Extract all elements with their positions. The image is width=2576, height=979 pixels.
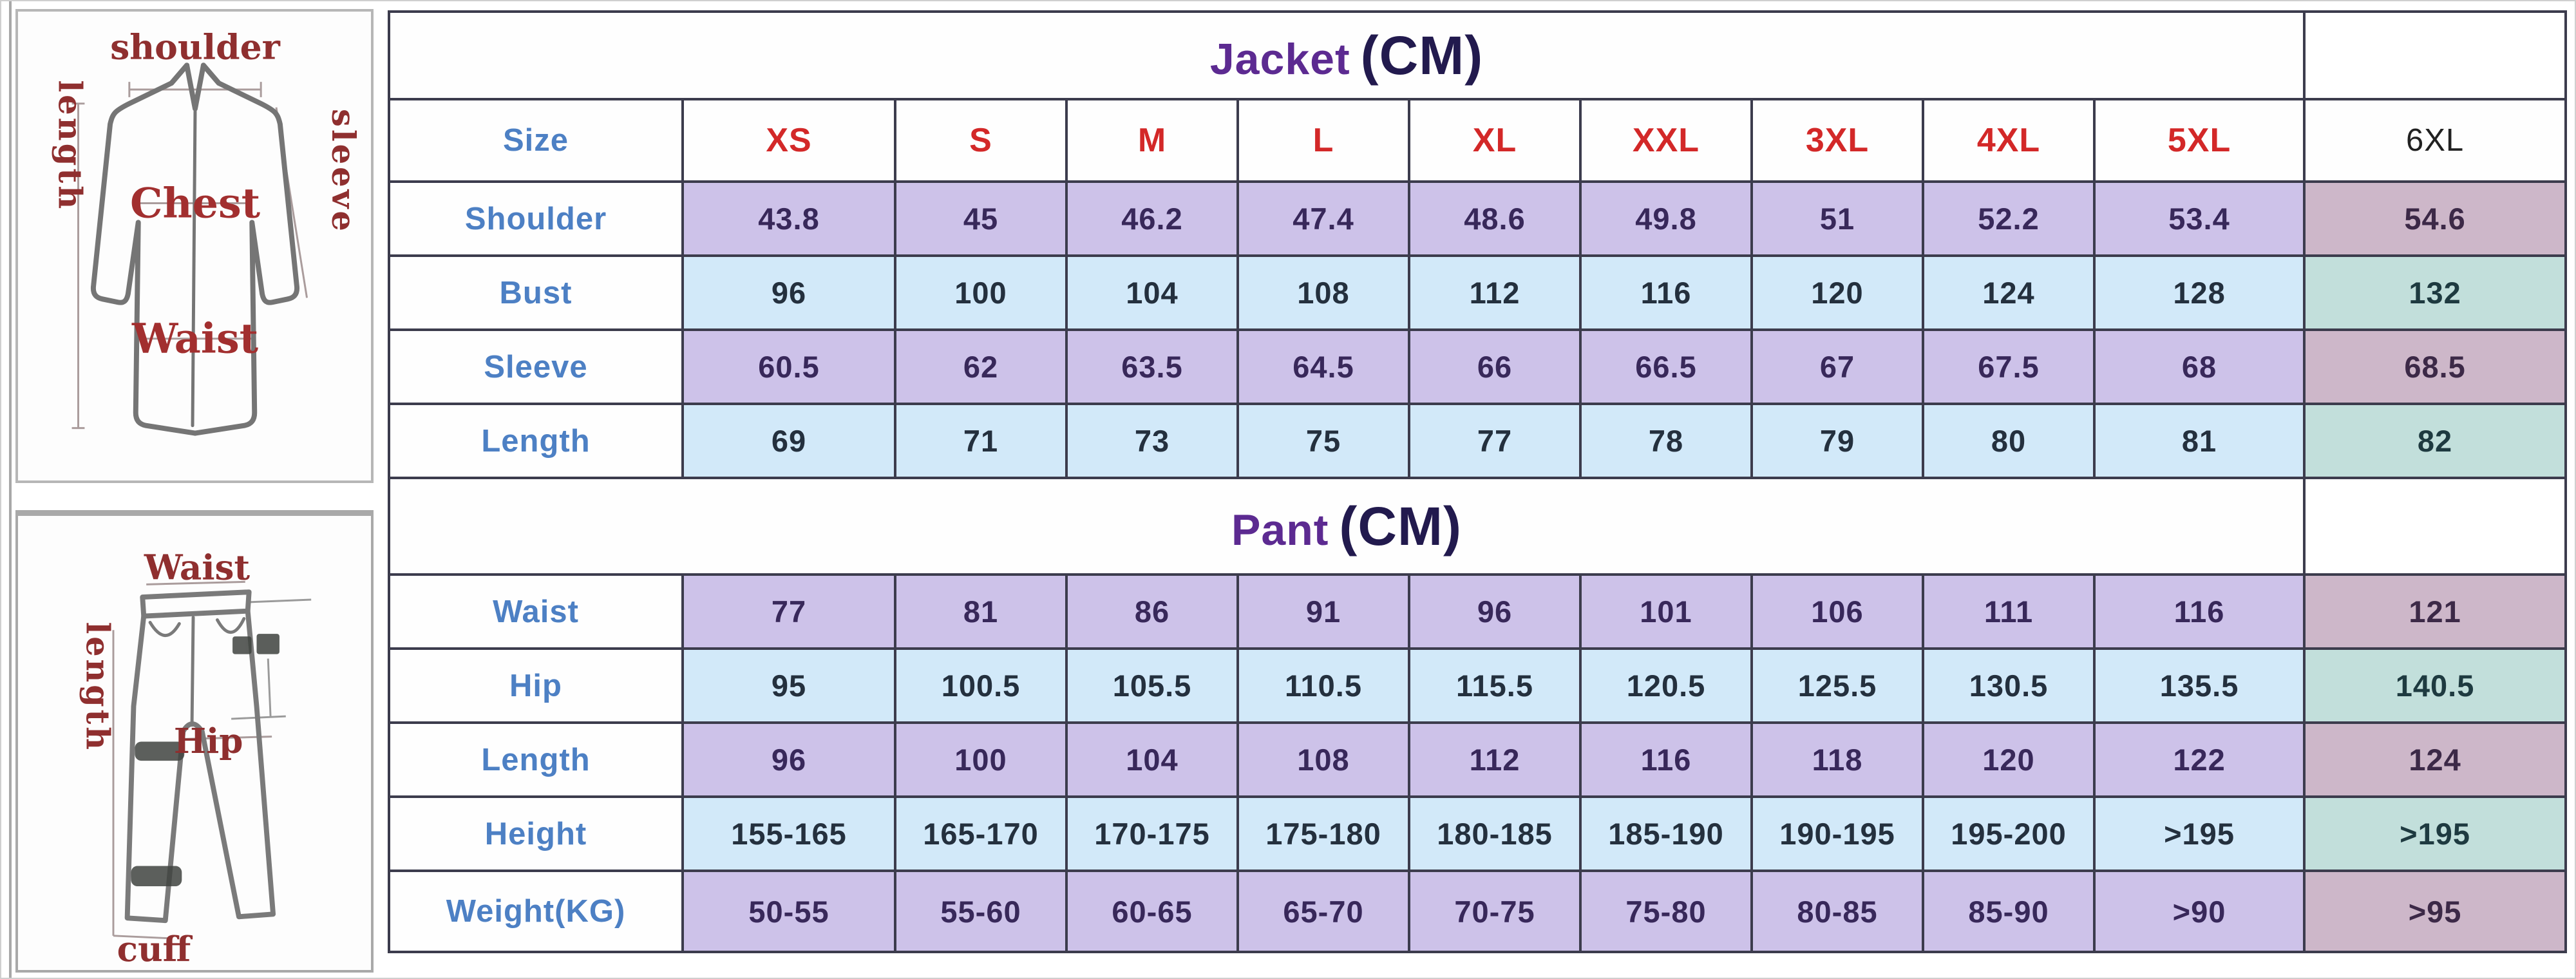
jacket-row-label-length: Length	[389, 404, 683, 478]
pant-row-label-weight-kg-: Weight(KG)	[389, 871, 683, 952]
size-value-cell: 46.2	[1066, 182, 1238, 256]
size-value-cell: 96	[1409, 575, 1580, 649]
size-value-cell: 116	[2094, 575, 2304, 649]
size-value-cell: 130.5	[1923, 649, 2094, 723]
size-value-cell: 100	[895, 256, 1066, 330]
size-table	[388, 10, 2567, 953]
jacket-chest-label: Chest	[129, 178, 261, 227]
size-col-xxl: XXL	[1580, 99, 1752, 182]
size-value-cell: 116	[1580, 723, 1752, 797]
size-value-cell: 65-70	[1238, 871, 1409, 952]
size-value-cell: 195-200	[1923, 797, 2094, 871]
jacket-waist-label: Waist	[131, 314, 259, 363]
size-value-cell: 81	[895, 575, 1066, 649]
jacket-diagram	[18, 12, 371, 480]
size-value-cell: 122	[2094, 723, 2304, 797]
size-value-cell: 116	[1580, 256, 1752, 330]
size-value-cell: >90	[2094, 871, 2304, 952]
size-value-cell: 70-75	[1409, 871, 1580, 952]
size-value-cell: 53.4	[2094, 182, 2304, 256]
size-value-cell: 55-60	[895, 871, 1066, 952]
jacket-title-unit: (CM)	[1360, 24, 1484, 86]
size-value-cell: 66	[1409, 330, 1580, 404]
size-table-body	[389, 12, 2566, 952]
size-value-cell: 100	[895, 723, 1066, 797]
size-value-cell: 80	[1923, 404, 2094, 478]
pant-row-label-waist: Waist	[389, 575, 683, 649]
jacket-sleeve-label: sleeve	[325, 108, 363, 234]
size-value-cell: 121	[2304, 575, 2566, 649]
pant-title-text: Pant	[1231, 505, 1329, 555]
size-value-cell: 69	[683, 404, 895, 478]
size-col-xs: XS	[683, 99, 895, 182]
size-value-cell: >95	[2304, 871, 2566, 952]
size-col-l: L	[1238, 99, 1409, 182]
size-value-cell: 180-185	[1409, 797, 1580, 871]
size-value-cell: 112	[1409, 723, 1580, 797]
size-value-cell: 124	[1923, 256, 2094, 330]
jacket-title-spacer	[2304, 12, 2566, 99]
size-value-cell: 120	[1923, 723, 2094, 797]
size-value-cell: 45	[895, 182, 1066, 256]
pant-table-title	[389, 478, 2304, 575]
pant-row-label-hip: Hip	[389, 649, 683, 723]
size-value-cell: 80-85	[1752, 871, 1923, 952]
size-value-cell: 79	[1752, 404, 1923, 478]
size-value-cell: 155-165	[683, 797, 895, 871]
size-value-cell: 78	[1580, 404, 1752, 478]
size-value-cell: 104	[1066, 256, 1238, 330]
size-value-cell: 96	[683, 256, 895, 330]
size-value-cell: 82	[2304, 404, 2566, 478]
size-value-cell: 81	[2094, 404, 2304, 478]
jacket-table-title	[389, 12, 2304, 99]
size-value-cell: 120	[1752, 256, 1923, 330]
size-value-cell: 43.8	[683, 182, 895, 256]
size-value-cell: 67	[1752, 330, 1923, 404]
size-value-cell: 60.5	[683, 330, 895, 404]
jacket-length-label: length	[51, 80, 90, 212]
size-value-cell: 105.5	[1066, 649, 1238, 723]
pant-waist-label: Waist	[144, 547, 251, 588]
size-value-cell: 47.4	[1238, 182, 1409, 256]
jacket-measure-image	[15, 9, 374, 483]
size-value-cell: 71	[895, 404, 1066, 478]
size-col-3xl: 3XL	[1752, 99, 1923, 182]
size-value-cell: 132	[2304, 256, 2566, 330]
size-value-cell: 175-180	[1238, 797, 1409, 871]
size-value-cell: 48.6	[1409, 182, 1580, 256]
size-col-m: M	[1066, 99, 1238, 182]
size-value-cell: 77	[683, 575, 895, 649]
size-col-6xl: 6XL	[2304, 99, 2566, 182]
size-value-cell: 115.5	[1409, 649, 1580, 723]
size-value-cell: 60-65	[1066, 871, 1238, 952]
size-value-cell: 108	[1238, 723, 1409, 797]
pant-hip-label: Hip	[173, 721, 243, 762]
size-value-cell: 77	[1409, 404, 1580, 478]
pant-row-label-length: Length	[389, 723, 683, 797]
pant-length-label: length	[79, 622, 117, 753]
left-edge-line	[9, 1, 12, 978]
size-value-cell: 100.5	[895, 649, 1066, 723]
size-value-cell: 104	[1066, 723, 1238, 797]
size-header-label: Size	[389, 99, 683, 182]
size-value-cell: 190-195	[1752, 797, 1923, 871]
size-value-cell: 165-170	[895, 797, 1066, 871]
size-value-cell: 50-55	[683, 871, 895, 952]
size-value-cell: 185-190	[1580, 797, 1752, 871]
size-value-cell: 111	[1923, 575, 2094, 649]
size-value-cell: 75-80	[1580, 871, 1752, 952]
size-value-cell: 125.5	[1752, 649, 1923, 723]
size-value-cell: 64.5	[1238, 330, 1409, 404]
pant-title-unit: (CM)	[1339, 495, 1462, 556]
size-value-cell: 140.5	[2304, 649, 2566, 723]
size-value-cell: 86	[1066, 575, 1238, 649]
size-value-cell: 95	[683, 649, 895, 723]
pant-measure-image	[15, 510, 374, 973]
pant-cuff-label: cuff	[117, 929, 191, 970]
size-value-cell: 63.5	[1066, 330, 1238, 404]
size-value-cell: 118	[1752, 723, 1923, 797]
size-value-cell: 106	[1752, 575, 1923, 649]
size-value-cell: 112	[1409, 256, 1580, 330]
jacket-title-text: Jacket	[1209, 34, 1350, 84]
size-col-5xl: 5XL	[2094, 99, 2304, 182]
size-value-cell: 170-175	[1066, 797, 1238, 871]
pant-diagram	[18, 516, 371, 970]
pant-title-spacer	[2304, 478, 2566, 575]
jacket-outline	[93, 65, 297, 433]
size-value-cell: 75	[1238, 404, 1409, 478]
jacket-row-label-bust: Bust	[389, 256, 683, 330]
jacket-row-label-sleeve: Sleeve	[389, 330, 683, 404]
size-value-cell: 51	[1752, 182, 1923, 256]
size-value-cell: 128	[2094, 256, 2304, 330]
size-value-cell: 49.8	[1580, 182, 1752, 256]
size-value-cell: 120.5	[1580, 649, 1752, 723]
size-value-cell: 110.5	[1238, 649, 1409, 723]
size-value-cell: 67.5	[1923, 330, 2094, 404]
size-col-s: S	[895, 99, 1066, 182]
size-value-cell: 54.6	[2304, 182, 2566, 256]
jacket-shoulder-label: shoulder	[110, 26, 280, 68]
jacket-row-label-shoulder: Shoulder	[389, 182, 683, 256]
size-value-cell: 62	[895, 330, 1066, 404]
size-value-cell: 66.5	[1580, 330, 1752, 404]
size-value-cell: 68.5	[2304, 330, 2566, 404]
size-value-cell: 101	[1580, 575, 1752, 649]
size-value-cell: 108	[1238, 256, 1409, 330]
size-value-cell: 124	[2304, 723, 2566, 797]
size-value-cell: 52.2	[1923, 182, 2094, 256]
size-value-cell: 68	[2094, 330, 2304, 404]
size-value-cell: 73	[1066, 404, 1238, 478]
size-value-cell: 91	[1238, 575, 1409, 649]
size-value-cell: 85-90	[1923, 871, 2094, 952]
size-col-4xl: 4XL	[1923, 99, 2094, 182]
size-value-cell: 135.5	[2094, 649, 2304, 723]
size-value-cell: 96	[683, 723, 895, 797]
pant-row-label-height: Height	[389, 797, 683, 871]
size-col-xl: XL	[1409, 99, 1580, 182]
size-value-cell: >195	[2304, 797, 2566, 871]
jacket-diagram-labels	[52, 26, 363, 362]
size-value-cell: >195	[2094, 797, 2304, 871]
